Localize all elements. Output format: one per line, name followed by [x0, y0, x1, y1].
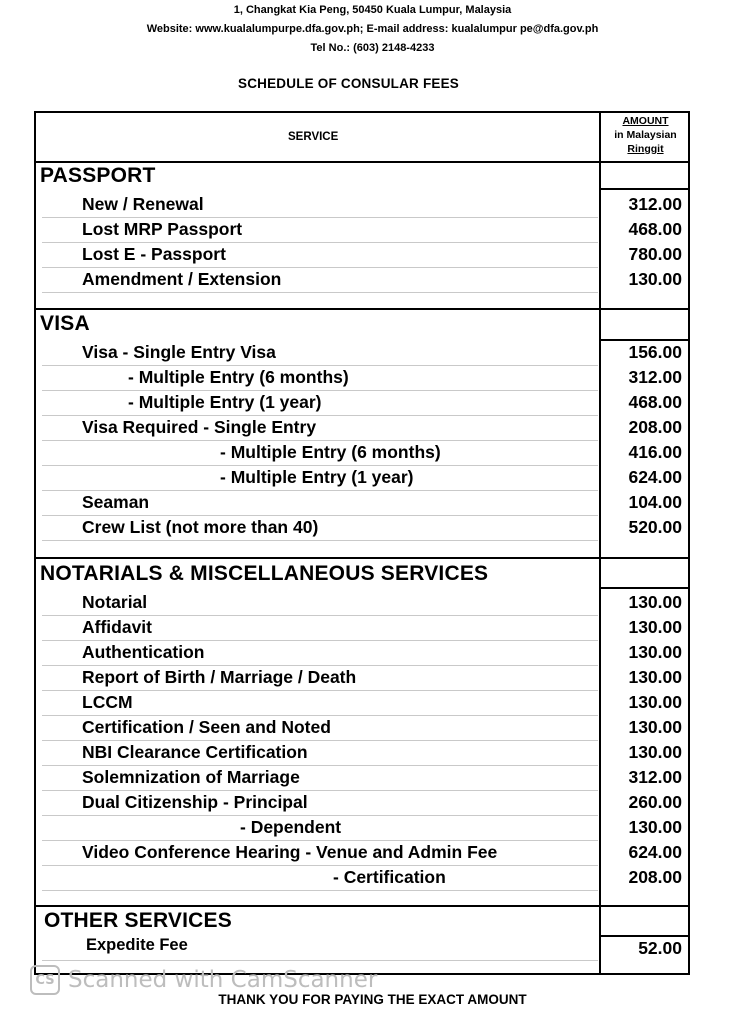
row-amount: 104.00 [628, 492, 682, 512]
row-rule [42, 665, 598, 666]
row-label: Visa - Single Entry Visa [82, 342, 276, 362]
row-label: - Certification [333, 867, 446, 887]
row-rule [42, 865, 598, 866]
row-amount: 130.00 [628, 717, 682, 737]
row-label: Lost MRP Passport [82, 219, 243, 239]
header-divider [36, 161, 688, 163]
row-rule [42, 515, 598, 516]
address-line: 1, Changkat Kia Peng, 50450 Kuala Lumpur, Malaysia [233, 4, 512, 16]
row-rule [42, 217, 598, 218]
row-amount: 130.00 [628, 667, 682, 687]
row-amount: 156.00 [628, 342, 682, 362]
row-rule [42, 840, 598, 841]
fee-table [34, 111, 690, 975]
row-rule [42, 540, 598, 541]
row-rule [42, 242, 598, 243]
row-amount: 130.00 [628, 642, 682, 662]
row-amount: 468.00 [628, 219, 682, 239]
row-rule [42, 292, 598, 293]
row-amount: 130.00 [628, 269, 682, 289]
row-amount: 312.00 [628, 767, 682, 787]
row-amount: 208.00 [628, 867, 682, 887]
row-label: Expedite Fee [86, 936, 188, 954]
row-amount: 130.00 [628, 617, 682, 637]
row-rule [42, 415, 598, 416]
row-rule [42, 790, 598, 791]
row-label: Solemnization of Marriage [82, 767, 300, 787]
row-rule [42, 715, 598, 716]
website-email-line: Website: www.kualalumpurpe.dfa.gov.ph; E-mail address: kualalumpur pe@dfa.gov.ph [146, 23, 599, 35]
row-amount: 416.00 [628, 442, 682, 462]
section-title-passport: PASSPORT [40, 164, 156, 187]
row-amount: 130.00 [628, 692, 682, 712]
row-label: Amendment / Extension [82, 269, 282, 289]
row-label: NBI Clearance Certification [82, 742, 308, 762]
row-rule [42, 490, 598, 491]
row-label: Authentication [82, 642, 205, 662]
row-amount: 130.00 [628, 817, 682, 837]
row-amount: 312.00 [628, 367, 682, 387]
row-label: Seaman [82, 492, 150, 512]
row-rule [42, 365, 598, 366]
service-column-header: SERVICE [288, 131, 339, 143]
section-top-rule [599, 935, 688, 937]
row-label: - Multiple Entry (6 months) [220, 442, 441, 462]
row-label: Dual Citizenship - Principal [82, 792, 308, 812]
row-rule [42, 640, 598, 641]
row-amount: 468.00 [628, 392, 682, 412]
amount-column-header [601, 114, 690, 156]
row-amount: 780.00 [628, 244, 682, 264]
row-rule [42, 815, 598, 816]
scanner-watermark [30, 965, 377, 995]
row-rule [42, 440, 598, 441]
row-label: LCCM [82, 692, 133, 712]
section-top-rule [599, 188, 688, 190]
row-label: - Multiple Entry (1 year) [220, 467, 414, 487]
section-title-visa: VISA [40, 312, 90, 335]
row-rule [42, 960, 598, 961]
row-amount: 624.00 [628, 467, 682, 487]
row-rule [42, 267, 598, 268]
row-rule [42, 765, 598, 766]
row-rule [42, 890, 598, 891]
camscanner-icon: CS [30, 965, 60, 995]
section-title-notarials: NOTARIALS & MISCELLANEOUS SERVICES [40, 562, 489, 585]
row-amount: 130.00 [628, 742, 682, 762]
row-amount: 312.00 [628, 194, 682, 214]
section-top-rule [599, 587, 688, 589]
row-label: Certification / Seen and Noted [82, 717, 331, 737]
row-amount: 52.00 [638, 938, 682, 958]
section-divider [36, 308, 688, 310]
row-rule [42, 615, 598, 616]
row-label: Report of Birth / Marriage / Death [82, 667, 357, 687]
row-label: Affidavit [82, 617, 152, 637]
row-label: Video Conference Hearing - Venue and Admin Fee [82, 842, 498, 862]
row-label: - Dependent [240, 817, 342, 837]
row-label: New / Renewal [82, 194, 204, 214]
row-label: Crew List (not more than 40) [82, 517, 319, 537]
row-rule [42, 390, 598, 391]
section-divider [36, 905, 688, 907]
row-amount: 520.00 [628, 517, 682, 537]
row-label: Visa Required - Single Entry [82, 417, 317, 437]
row-rule [42, 690, 598, 691]
document-title: SCHEDULE OF CONSULAR FEES [238, 76, 460, 91]
section-title-other-services: OTHER SERVICES [44, 909, 232, 932]
row-label: - Multiple Entry (1 year) [128, 392, 322, 412]
footer-note: THANK YOU FOR PAYING THE EXACT AMOUNT [218, 992, 527, 1007]
section-divider [36, 557, 688, 559]
amount-header-title: AMOUNT [622, 115, 669, 127]
row-rule [42, 740, 598, 741]
amount-header-currency: in Malaysian [614, 129, 677, 141]
row-amount: 260.00 [628, 792, 682, 812]
row-rule [42, 465, 598, 466]
watermark-text: Scanned with CamScanner [68, 967, 378, 993]
section-top-rule [599, 339, 688, 341]
row-label: Notarial [82, 592, 148, 612]
telephone-line: Tel No.: (603) 2148-4233 [310, 42, 435, 54]
amount-header-unit: Ringgit [627, 143, 664, 155]
row-label: Lost E - Passport [82, 244, 226, 264]
row-label: - Multiple Entry (6 months) [128, 367, 349, 387]
row-amount: 624.00 [628, 842, 682, 862]
row-amount: 130.00 [628, 592, 682, 612]
row-amount: 208.00 [628, 417, 682, 437]
